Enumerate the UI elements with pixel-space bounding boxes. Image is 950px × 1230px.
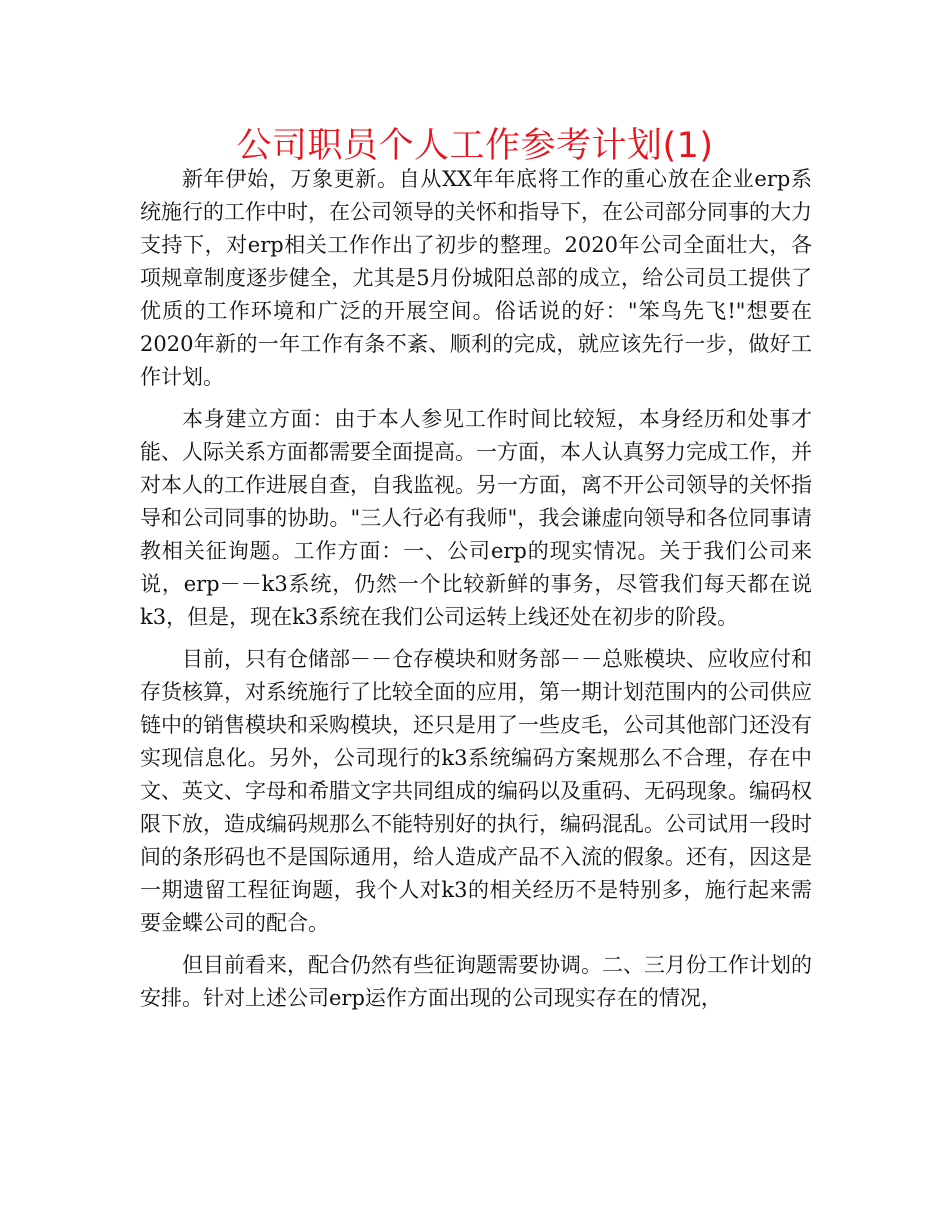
paragraph-1: 新年伊始，万象更新。自从XX年年底将工作的重心放在企业erp系统施行的工作中时，在公司领导的关怀和指导下，在公司部分同事的大力支持下，对erp相关工作作出了初步的整理。2020年公司全面壮大，各项规章制度逐步健全，尤其是5月份城阳总部的成立，给公司员工提供了优质的工作环境和广泛的开展空间。俗话说的好："笨鸟先飞!"想要在2020年新的一年工作有条不紊、顺利的完成，就应该先行一步，做好工作计划。	[140, 167, 812, 389]
paragraph-4: 但目前看来，配合仍然有些征询题需要协调。二、三月份工作计划的安排。针对上述公司erp运作方面出现的公司现实存在的情况，	[140, 953, 812, 1010]
paragraph-2: 本身建立方面：由于本人参见工作时间比较短，本身经历和处事才能、人际关系方面都需要全面提高。一方面，本人认真努力完成工作，并对本人的工作进展自查，自我监视。另一方面，离不开公司领导的关怀指导和公司同事的协助。"三人行必有我师"，我会谦虚向领导和各位同事请教相关征询题。工作方面：一、公司erp的现实情况。关于我们公司来说，erp－－k3系统，仍然一个比较新鲜的事务，尽管我们每天都在说k3，但是，现在k3系统在我们公司运转上线还处在初步的阶段。	[140, 407, 812, 629]
document-body	[140, 163, 812, 1015]
document-title: 公司职员个人工作参考计划(1)	[236, 126, 714, 166]
paragraph-3: 目前，只有仓储部－－仓存模块和财务部－－总账模块、应收应付和存货核算，对系统施行了比较全面的应用，第一期计划范围内的公司供应链中的销售模块和采购模块，还只是用了一些皮毛，公司其他部门还没有实现信息化。另外，公司现行的k3系统编码方案规那么不合理，存在中文、英文、字母和希腊文字共同组成的编码以及重码、无码现象。编码权限下放，造成编码规那么不能特别好的执行，编码混乱。公司试用一段时间的条形码也不是国际通用，给人造成产品不入流的假象。还有，因这是一期遗留工程征询题，我个人对k3的相关经历不是特别多，施行起来需要金蝶公司的配合。	[140, 647, 812, 935]
